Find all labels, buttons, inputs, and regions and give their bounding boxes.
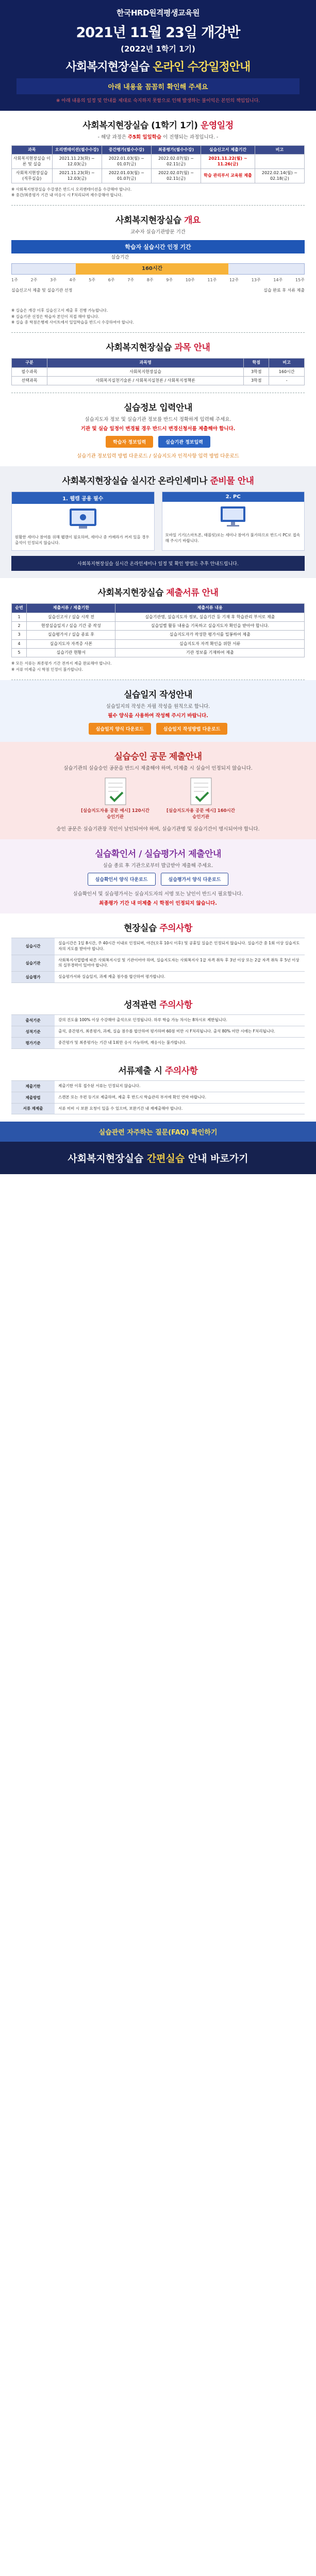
- table-cell: 3학점: [244, 376, 269, 385]
- webcam-icon: [12, 504, 154, 533]
- bar-label: 실습기간: [111, 255, 129, 261]
- table-cell: 2: [12, 621, 27, 630]
- table-cell: 실습기관 현황서: [27, 649, 115, 657]
- table-header: 과목명: [47, 359, 244, 367]
- subject-title-b: 과목 안내: [174, 343, 210, 353]
- overview-timeline: [11, 240, 305, 304]
- schedule-sub-b: 이 진행되는 과정입니다. -: [163, 134, 219, 140]
- row-label: 실습기관: [11, 955, 55, 972]
- row-content: 제출기한 이후 접수된 서류는 인정되지 않습니다.: [58, 1083, 141, 1088]
- table-header: 중간평가(필수수강): [102, 146, 151, 155]
- table-row: [12, 621, 305, 630]
- prep-band: 사회복지현장실습 실시간 온라인세미나 일정 및 확인 방법은 추후 안내드립니다.: [11, 556, 305, 571]
- table-row: [12, 169, 305, 183]
- note-line: ※ 중간/최종평가 기간 내 미응시 시 F처리되며 재수강해야 합니다.: [11, 193, 123, 198]
- table-cell: 실습일별 활동 내용을 기록하고 실습지도자 확인을 받아야 합니다.: [115, 621, 305, 630]
- row-label: 출석기준: [11, 1015, 55, 1026]
- grade-list: [11, 1014, 305, 1049]
- portal-text: 실습지도자 정보 및 실습기관 정보를 반드시 정확하게 입력해 주세요.: [85, 417, 231, 423]
- section-row: [11, 1026, 305, 1038]
- note-line: ※ 실습기관 선정은 학습자 본인이 직접 해야 합니다.: [11, 314, 99, 319]
- confirm-text: 실습확인서 및 실습평가서는 실습지도자의 서명 또는 날인이 반드시 필요합니다.: [73, 891, 243, 897]
- table-cell: 3: [12, 631, 27, 639]
- overview-notes: [11, 308, 305, 325]
- table-cell: -: [269, 376, 305, 385]
- portal-section: [0, 393, 316, 466]
- table-cell: 학습 관리부서 교육원 제출: [201, 169, 255, 183]
- overview-title-a: 사회복지현장실습: [115, 215, 181, 226]
- docs-notes: [11, 660, 305, 672]
- docs-table: [11, 603, 305, 657]
- section-row: [11, 1081, 305, 1092]
- row-label: 실습평가: [11, 972, 55, 982]
- week-tick: 15주: [295, 278, 305, 283]
- confirm-text2: 최종평가 기간 내 미제출 시 학점이 인정되지 않습니다.: [99, 900, 217, 906]
- table-header: 제출서류 내용: [115, 604, 305, 613]
- row-content: 중간평가 및 최종평가는 기간 내 1회만 응시 가능하며, 재응시는 불가합니다.: [58, 1040, 187, 1045]
- section-row: [11, 1038, 305, 1049]
- table-cell: 실습지도자 자격증 사본: [27, 639, 115, 648]
- approval-title: 실습승인 공문 제출안내: [114, 751, 202, 762]
- note-line: ※ 사회복지현장실습 수강생은 반드시 오리엔테이션을 수강해야 합니다.: [11, 187, 132, 192]
- table-cell: 선택과목: [12, 376, 47, 385]
- table-cell: 사회복지현장실습 이론 및 실습: [12, 155, 53, 169]
- overview-band: 학습자 실습시간 인정 기간: [11, 240, 305, 253]
- quick-practicum-link[interactable]: [0, 1142, 316, 1174]
- table-row: [12, 639, 305, 648]
- hero-header: [0, 0, 316, 111]
- note-line: ※ 서류 미제출 시 학점 인정이 불가합니다.: [11, 667, 83, 672]
- week-tick: 1주: [11, 278, 18, 283]
- table-header: 비고: [255, 146, 304, 155]
- table-cell: 실습평가서 / 실습 종료 후: [27, 631, 115, 639]
- notice-line: ※ 아래 내용의 일정 및 안내를 제대로 숙지하지 못함으로 인해 발생하는 불이익은 본인의 책임입니다.: [56, 98, 260, 104]
- row-label: 서류 재제출: [11, 1104, 55, 1114]
- week-tick: 9주: [166, 278, 173, 283]
- doc-caution-title-a: 서류제출 시: [118, 1065, 162, 1076]
- notice-bar: 아래 내용을 꼼꼼히 확인해 주세요: [16, 78, 300, 94]
- row-content: 스캔본 또는 우편 등기로 제출하며, 제출 후 반드시 학습관리 부서에 확인 연락 바랍니다.: [58, 1094, 206, 1099]
- approval-section: [0, 742, 316, 839]
- caution-list: [11, 938, 305, 983]
- schedule-subtitle: [11, 133, 305, 140]
- log-title: 실습일지 작성안내: [124, 689, 192, 700]
- table-header: 과목: [12, 146, 53, 155]
- log-form-download-button[interactable]: 실습일지 양식 다운로드: [89, 723, 151, 735]
- subject-section: [0, 333, 316, 393]
- table-cell: 실습지도자 자격 확인을 위한 서류: [115, 639, 305, 648]
- section-row: [11, 955, 305, 972]
- prep-title-a: 사회복지현장실습 실시간 온라인세미나: [62, 476, 208, 487]
- school-name: 한국HRD원격평생교육원: [117, 8, 199, 18]
- week-tick: 11주: [207, 278, 217, 283]
- prep-card-pc: [162, 492, 305, 551]
- prep-card-text: 모바일 기기(스마트폰, 태블릿)로는 세미나 참여가 불가하므로 반드시 PC로 접속해 주시기 바랍니다.: [165, 533, 301, 544]
- table-cell: 현장실습일지 / 실습 기간 중 작성: [27, 621, 115, 630]
- table-cell: 2022.02.14(월) ~ 02.18(금): [255, 169, 304, 183]
- approval-doc-caption: [실습지도자용 공문 예시] 160시간 승인기관: [167, 808, 235, 820]
- row-content: 사회복지사업법에 따른 사회복지시설 및 기관이어야 하며, 실습지도자는 사회복지사 1급 자격 취득 후 3년 이상 또는 2급 자격 취득 후 5년 이상의 실무경력이 있어야 합니다.: [58, 957, 300, 968]
- table-row: [12, 367, 305, 376]
- table-cell: 2022.01.03(월) ~ 01.07(금): [102, 155, 151, 169]
- row-label: 제출방법: [11, 1092, 55, 1103]
- schedule-title-a: 사회복지현장실습 (1학기 1기): [82, 121, 198, 131]
- confirm-form-download-button[interactable]: 실습확인서 양식 다운로드: [88, 873, 156, 886]
- section-row: [11, 938, 305, 955]
- table-cell: 실습기관명, 실습지도자 정보, 실습기간 등 기재 후 학습관리 부서로 제출: [115, 613, 305, 621]
- caution-title-a: 현장실습: [124, 923, 157, 934]
- table-header: 비고: [269, 359, 305, 367]
- table-cell: 사회복지현장실습: [47, 367, 244, 376]
- page-subtitle: (2022년 1학기 1기): [121, 44, 195, 54]
- learner-info-button[interactable]: 학습자 정보입력: [106, 436, 153, 448]
- prep-section: [0, 466, 316, 578]
- docs-title: [11, 585, 305, 598]
- schedule-sub-a: - 해당 과정은: [97, 134, 127, 140]
- week-tick: 6주: [108, 278, 115, 283]
- week-tick: 10주: [185, 278, 195, 283]
- row-content: 실습평가서와 실습일지, 과제 제출 점수를 합산하여 평가합니다.: [58, 974, 165, 979]
- row-content: 실습시간은 1일 8시간, 주 40시간 이내로 인정되며, 야간(오후 10시 이후) 및 공휴일 실습은 인정되지 않습니다. 실습기간 중 1회 이상 실습지도자의 지도를 받아야 합니다.: [58, 940, 300, 951]
- table-row: [12, 155, 305, 169]
- row-label: 실습시간: [11, 938, 55, 955]
- doc-caution-section: [0, 1056, 316, 1122]
- institution-info-button[interactable]: 실습기관 정보입력: [158, 436, 210, 448]
- row-content: 서류 미비 시 보완 요청이 있을 수 있으며, 보완기간 내 재제출해야 합니다.: [58, 1106, 183, 1111]
- table-header: 학점: [244, 359, 269, 367]
- prep-card-head: 1. 웹캠 공용 필수: [12, 492, 154, 504]
- note-line: ※ 모든 서류는 최종평가 기간 전까지 제출 완료해야 합니다.: [11, 661, 112, 666]
- row-label: 성적기준: [11, 1026, 55, 1037]
- pc-icon: [162, 502, 305, 531]
- faq-link[interactable]: 실습관련 자주하는 질문(FAQ) 확인하기: [0, 1122, 316, 1142]
- schedule-table: [11, 145, 305, 183]
- section-row: [11, 972, 305, 983]
- grade-title: [11, 997, 305, 1010]
- table-cell: 2022.01.03(월) ~ 01.07(금): [102, 169, 151, 183]
- confirm-title: 실습확인서 / 실습평가서 제출안내: [95, 849, 221, 859]
- subject-title-a: 사회복지현장실습: [106, 343, 172, 353]
- subject-table: [11, 358, 305, 385]
- row-label: 제출기한: [11, 1081, 55, 1092]
- schedule-section: [0, 111, 316, 205]
- schedule-title: [11, 118, 305, 131]
- document-check-icon: [165, 776, 237, 806]
- approval-text: 실습기관의 실습승인 공문을 반드시 제출해야 하며, 미제출 시 실습이 인정되지 않습니다.: [63, 765, 253, 771]
- table-header: 오리엔테이션(필수수강): [52, 146, 102, 155]
- week-tick: 5주: [89, 278, 95, 283]
- week-ticks: [11, 277, 305, 283]
- docs-title-a: 사회복지현장실습: [97, 588, 163, 599]
- table-header: 제출서류 / 제출기한: [27, 604, 115, 613]
- table-cell: 2021.11.22(월) ~ 11.26(금): [201, 155, 255, 169]
- note-line: ※ 실습 중 학점은행제 사이트에서 일일학습을 반드시 수강하여야 합니다.: [11, 319, 134, 325]
- table-cell: 2022.02.07(월) ~ 02.11(금): [151, 155, 201, 169]
- caution-title: [11, 921, 305, 934]
- timeline-note-right: 실습 완료 후 서류 제출: [263, 288, 305, 293]
- table-cell: 기관 정보를 기재하여 제출: [115, 649, 305, 657]
- page-heading: [5, 58, 311, 74]
- doc-caution-list: [11, 1080, 305, 1115]
- subject-title: [11, 340, 305, 353]
- docs-title-b: 제출서류 안내: [166, 588, 219, 599]
- confirm-section: [0, 839, 316, 913]
- table-cell: 2022.02.07(월) ~ 02.11(금): [151, 169, 201, 183]
- table-header: 최종평가(필수수강): [151, 146, 201, 155]
- footer-part-a: 사회복지현장실습: [68, 1153, 144, 1165]
- log-guide-download-button[interactable]: 실습일지 작성방법 다운로드: [156, 723, 228, 735]
- week-tick: 4주: [69, 278, 76, 283]
- grade-section: [0, 990, 316, 1056]
- evaluation-form-download-button[interactable]: 실습평가서 양식 다운로드: [161, 873, 229, 886]
- schedule-notes: [11, 187, 305, 198]
- table-header: 순번: [12, 604, 27, 613]
- note-line: ※ 실습은 개강 이후 실습신고서 제출 후 진행 가능합니다.: [11, 308, 108, 313]
- docs-section: [0, 578, 316, 680]
- caution-title-b: 주의사항: [159, 923, 192, 934]
- overview-subtitle: 교수자 실습기관방문 기간: [130, 229, 186, 235]
- approval-doc-160: [165, 776, 237, 821]
- page: [0, 0, 316, 1174]
- prep-card-text: 원활한 세미나 참여를 위해 웹캠이 필요하며, 세미나 중 카메라가 꺼져 있을 경우 출석이 인정되지 않습니다.: [15, 535, 149, 546]
- week-tick: 8주: [146, 278, 154, 283]
- table-cell: 실습지도자가 작성한 평가서를 밀봉하여 제출: [115, 631, 305, 639]
- week-tick: 2주: [30, 278, 38, 283]
- table-header: 구분: [12, 359, 47, 367]
- prep-title: [11, 473, 305, 486]
- row-label: 평가기준: [11, 1038, 55, 1048]
- week-tick: 13주: [251, 278, 261, 283]
- week-tick: 14주: [273, 278, 283, 283]
- doc-caution-title-b: 주의사항: [164, 1065, 198, 1076]
- grade-title-a: 성적관련: [124, 1000, 157, 1011]
- bar-fill: 160시간: [76, 263, 228, 275]
- schedule-title-b: 운영일정: [200, 121, 234, 131]
- page-title: 2021년 11월 23일 개강반: [76, 25, 240, 41]
- table-row: [12, 631, 305, 639]
- footer-part-b: 간편실습: [146, 1153, 185, 1165]
- table-cell: 1: [12, 613, 27, 621]
- section-row: [11, 1104, 305, 1115]
- table-cell: 필수과목: [12, 367, 47, 376]
- table-cell: 5: [12, 649, 27, 657]
- grade-title-b: 주의사항: [159, 1000, 192, 1011]
- log-section: [0, 680, 316, 742]
- week-tick: 12주: [229, 278, 239, 283]
- portal-title: 실습정보 입력안내: [124, 403, 192, 414]
- timeline-note-left: 실습신고서 제출 및 실습기관 선정: [11, 288, 73, 293]
- confirm-sub: 실습 종료 후 기관으로부터 발급받아 제출해 주세요.: [103, 862, 213, 869]
- row-content: 출석, 중간평가, 최종평가, 과제, 실습 점수를 합산하여 평가하며 60점 미만 시 F처리됩니다. 출석 80% 미만 시에는 F처리됩니다.: [58, 1029, 275, 1033]
- week-tick: 7주: [127, 278, 135, 283]
- section-row: [11, 1092, 305, 1104]
- section-row: [11, 1015, 305, 1026]
- table-row: [12, 649, 305, 657]
- prep-title-b: 준비물 안내: [210, 476, 254, 487]
- schedule-sub-hl: 주5회 일일학습: [128, 134, 162, 140]
- portal-text-red: 기관 및 실습 일정이 변경될 경우 반드시 변경신청서를 제출해야 합니다.: [80, 426, 236, 432]
- caution-section: [0, 913, 316, 990]
- footer-part-c: 안내 바로가기: [188, 1153, 248, 1165]
- table-header: 실습신고서 제출기간: [201, 146, 255, 155]
- log-text-red: 필수 양식을 사용하여 작성해 주시기 바랍니다.: [108, 713, 208, 719]
- heading-part-a: 사회복지현장실습: [65, 61, 149, 74]
- table-cell: 2021.11.23(화) ~ 12.03(금): [52, 169, 102, 183]
- heading-part-b: 온라인 수강일정안내: [153, 61, 251, 74]
- doc-caution-title: [11, 1063, 305, 1076]
- approval-doc-caption: [실습지도자용 공문 예시] 120시간 승인기관: [81, 808, 149, 820]
- overview-title: [11, 213, 305, 226]
- table-cell: 실습신고서 / 실습 시작 전: [27, 613, 115, 621]
- prep-card-webcam: [11, 492, 155, 551]
- table-cell: 160시간: [269, 367, 305, 376]
- overview-title-b: 개요: [184, 215, 201, 226]
- table-row: [12, 613, 305, 621]
- prep-card-head: 2. PC: [162, 492, 305, 502]
- table-cell: 3학점: [244, 367, 269, 376]
- row-content: 강의 진도율 100% 이상 수강해야 출석으로 인정됩니다. 하루 학습 가능 차시는 8차시로 제한됩니다.: [58, 1018, 227, 1023]
- portal-foot[interactable]: 실습기관 정보입력 방법 다운로드 / 실습지도자 인적사항 입력 방법 다운로드: [77, 453, 239, 460]
- log-text: 실습일지의 작성은 자필 작성을 원칙으로 합니다.: [106, 703, 210, 709]
- overview-section: [0, 206, 316, 332]
- approval-doc-120: [79, 776, 152, 821]
- table-row: [12, 376, 305, 385]
- table-cell: 2021.11.23(화) ~ 12.03(금): [52, 155, 102, 169]
- document-check-icon: [79, 776, 152, 806]
- approval-text2: 승인 공문은 실습기관장 직인이 날인되어야 하며, 실습기관명 및 실습기간이 명시되어야 합니다.: [56, 826, 260, 832]
- table-cell: 4: [12, 639, 27, 648]
- table-cell: 사회복지실천기술론 / 사회복지실천론 / 사회복지정책론: [47, 376, 244, 385]
- table-cell: 사회복지현장실습 (직무실습): [12, 169, 53, 183]
- table-cell: [255, 155, 304, 169]
- week-tick: 3주: [50, 278, 57, 283]
